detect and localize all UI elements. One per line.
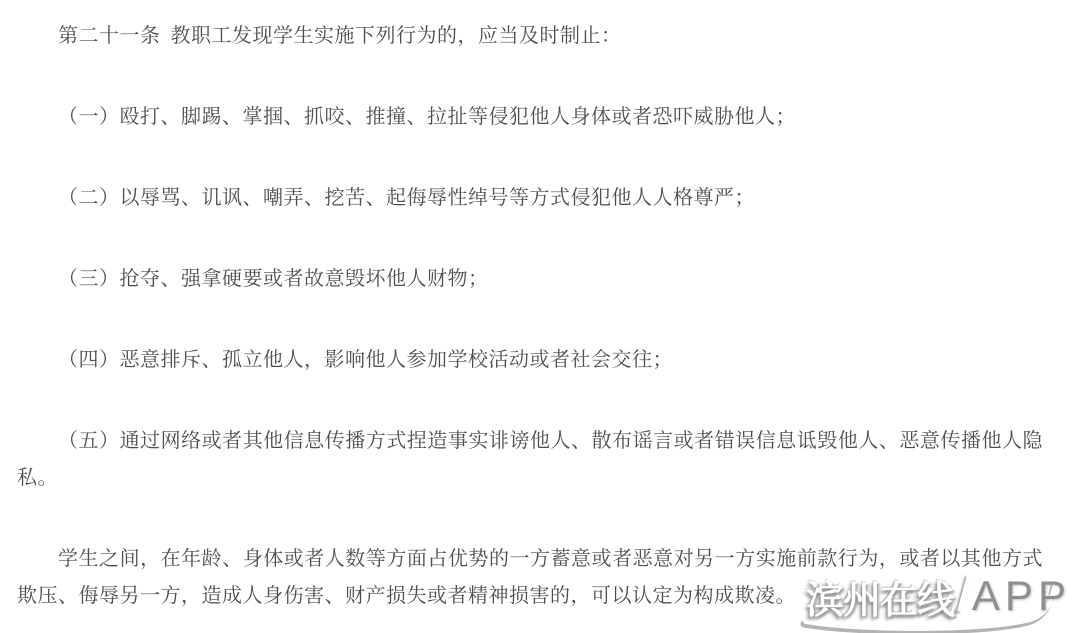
item-text: 殴打、脚踢、掌掴、抓咬、推撞、拉扯等侵犯他人身体或者恐吓威胁他人；: [119, 106, 796, 128]
article-intro: 教职工发现学生实施下列行为的，应当及时制止：: [170, 25, 622, 47]
item-marker: （三）: [58, 268, 120, 290]
watermark-slash-icon: /: [957, 566, 971, 622]
list-item-2: [17, 180, 1043, 217]
item-text: 抢夺、强拿硬要或者故意毁坏他人财物；: [119, 268, 489, 290]
item-marker: （一）: [58, 106, 120, 128]
watermark-brand: 滨州在线: [806, 579, 955, 622]
article-number: 第二十一条: [58, 25, 161, 47]
item-text: 通过网络或者其他信息传播方式捏造事实诽谤他人、散布谣言或者错误信息诋毁他人、恶意传播他人隐私。: [17, 430, 1044, 489]
article-heading: [17, 18, 1043, 55]
item-marker: （五）: [58, 430, 120, 452]
item-marker: （四）: [58, 349, 120, 371]
item-marker: （二）: [58, 187, 120, 209]
list-item-5: [17, 423, 1043, 497]
watermark-app-label: APP: [971, 572, 1071, 619]
list-item-1: [17, 99, 1043, 136]
list-item-3: [17, 261, 1043, 298]
list-item-4: [17, 342, 1043, 379]
item-text: 恶意排斥、孤立他人，影响他人参加学校活动或者社会交往；: [119, 349, 673, 371]
closing-paragraph: 学生之间，在年龄、身体或者人数等方面占优势的一方蓄意或者恶意对另一方实施前款行为，或者以其他方式欺压、侮辱另一方，造成人身伤害、财产损失或者精神损害的，可以认定为构成欺凌。: [17, 548, 1043, 607]
item-text: 以辱骂、讥讽、嘲弄、挖苦、起侮辱性绰号等方式侵犯他人人格尊严；: [119, 187, 755, 209]
